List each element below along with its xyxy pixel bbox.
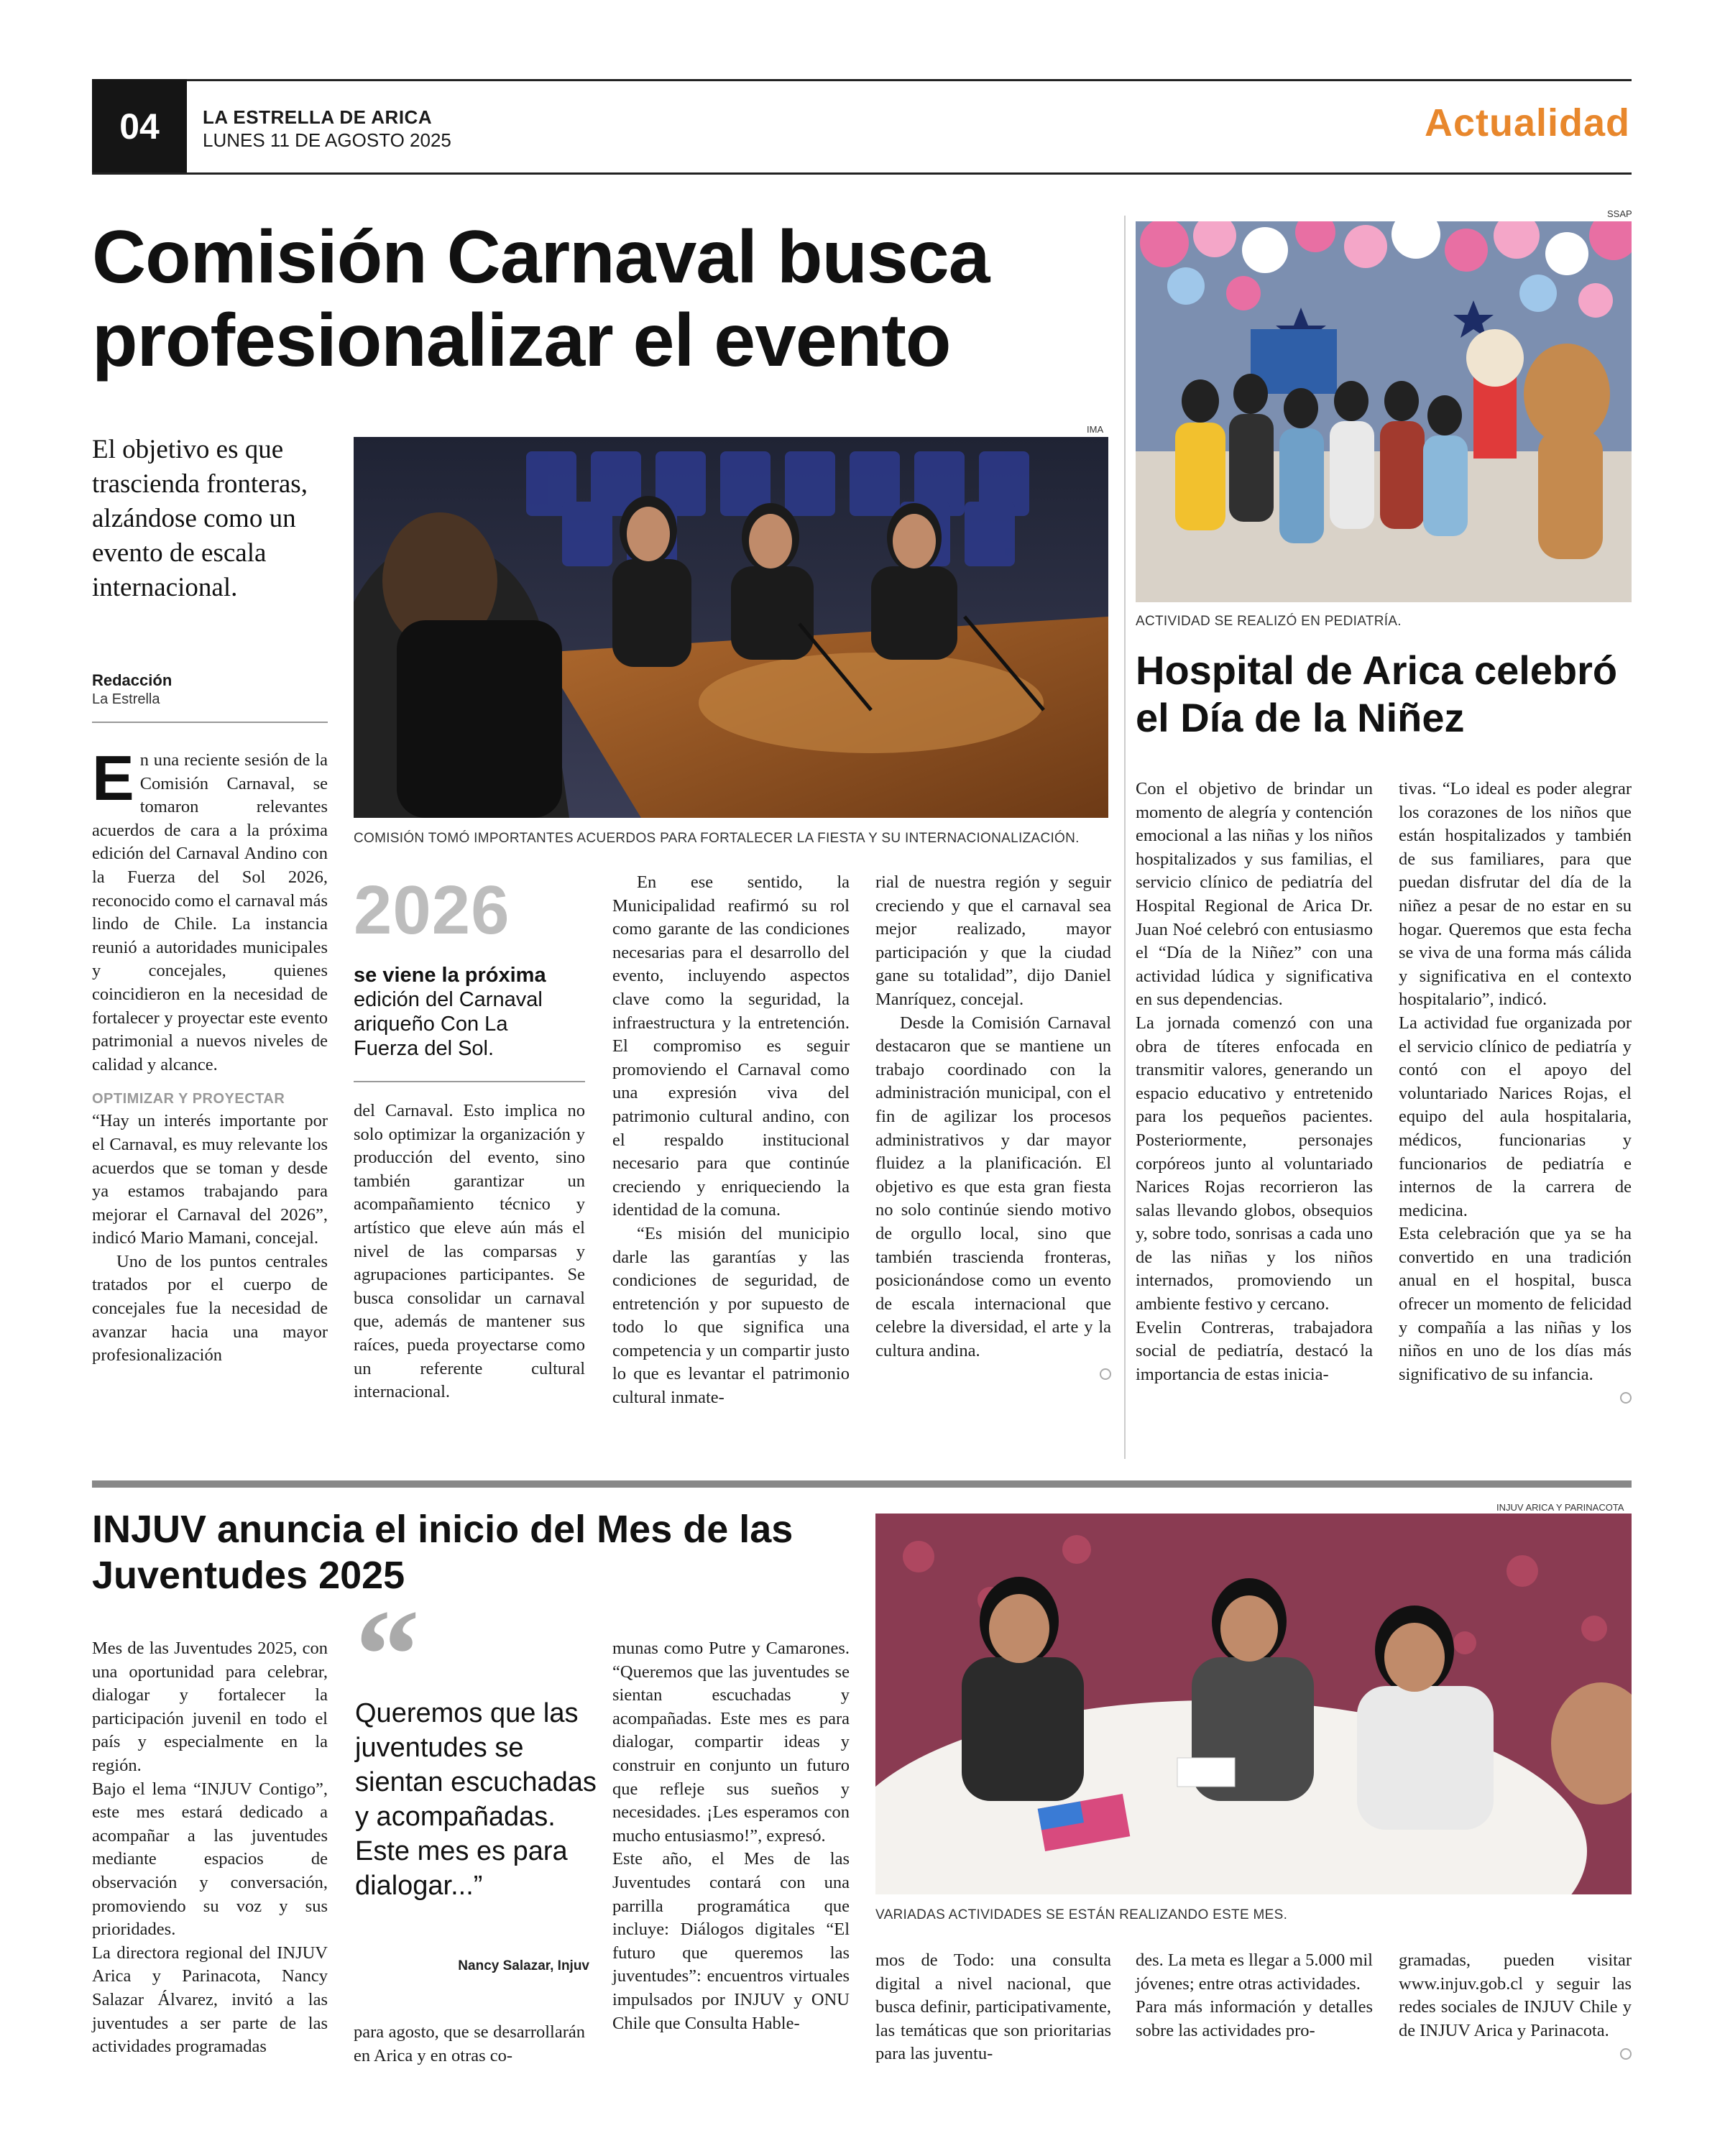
main-paragraph-6: “Es misión del municipio darle las garantías y las condiciones de seguridad, de entretención y por supuesto de todo lo que significa una competencia y un compartir justo lo que es levantar el patrimonio cultural inmate- xyxy=(612,1223,850,1408)
issue-date: LUNES 11 DE AGOSTO 2025 xyxy=(203,129,451,151)
byline-source: La Estrella xyxy=(92,691,160,707)
injuv-paragraph-2: Bajo el lema “INJUV Contigo”, este mes estará dedicado a acompañar a las juventudes mediante espacios de observación y conversación, promoviendo su voz y sus prioridades. xyxy=(92,1779,328,1940)
hospital-photo-credit: SSAP xyxy=(1607,208,1632,219)
main-column-2 xyxy=(354,1100,585,1404)
article-end-icon xyxy=(1100,1368,1111,1380)
injuv-paragraph-5: munas como Putre y Camarones. “Queremos que las juventudes se sientan escuchadas y acompañadas. Este mes es para dialogar, compartir ideas y construir en conjunto un futuro que refleje sus sueños y necesidades. ¡Les esperamos con mucho entusiasmo!”, expresó. xyxy=(612,1639,850,1846)
hospital-paragraph-6: Esta celebración que ya se ha convertido en una tradición anual en el hospital, busca ofrecer un momento de felicidad y compañía a las niñas y los niños en uno de los días más significativo de su infancia. xyxy=(1399,1224,1632,1384)
injuv-photo-credit: INJUV ARICA Y PARINACOTA xyxy=(1496,1502,1624,1513)
callout-text xyxy=(354,963,569,1061)
injuv-column-1 xyxy=(92,1637,328,2059)
main-deck: El objetivo es que trascienda fronteras, alzándose como un evento de escala internacional. xyxy=(92,435,308,602)
hospital-paragraph-5: La actividad fue organizada por el servicio clínico de pediatría y contó con el apoyo del voluntariado Narices Rojas, el equipo del aula hospitalaria, médicos, funcionarias y funcionarios de pediatría e internos de la carrera de medicina. xyxy=(1399,1013,1632,1220)
injuv-end-icon xyxy=(1620,2048,1632,2060)
injuv-column-6 xyxy=(1399,1949,1632,2060)
main-paragraph-3: Uno de los puntos centrales tratados por el cuerpo de concejales fue la necesidad de avanzar hacia una mayor profesionalización xyxy=(92,1251,328,1365)
hospital-paragraph-4: tivas. “Lo ideal es poder alegrar los corazones de los niños que están hospitalizados y también de sus familiares, para que puedan disfrutar del día de la niñez a pesar de no estar en su hogar. Queremos que esta fecha se viva de una forma más cálida y significativa en el contexto hospitalario”, indicó. xyxy=(1399,779,1632,1010)
injuv-column-3 xyxy=(612,1637,850,2035)
column-divider xyxy=(1124,216,1126,1459)
main-paragraph-4: del Carnaval. Esto implica no solo optimizar la organización y producción del evento, sino también garantizar un acompañamiento técnico y artístico que eleve aún más el nivel de las comparsas y agrupaciones participantes. Se busca consolidar un carnaval que, además de mantener sus raíces, pueda proyectarse como un referente cultural internacional. xyxy=(354,1101,585,1402)
callout-rule xyxy=(354,1081,585,1082)
youth-activity-photo xyxy=(875,1514,1632,1894)
injuv-paragraph-9: Para más información y detalles sobre las actividades pro- xyxy=(1136,1997,1373,2040)
header-rule-bottom xyxy=(92,172,1632,175)
subhead-optimizar: OPTIMIZAR Y PROYECTAR xyxy=(92,1091,285,1107)
youth-photo-illustration xyxy=(875,1514,1632,1894)
main-paragraph-2: “Hay un interés importante por el Carnaval, es muy relevante los acuerdos que se toman y desde ya estamos trabajando para mejorar el Carnaval del 2026”, indicó Mario Mamani, concejal. xyxy=(92,1111,328,1248)
injuv-column-2 xyxy=(354,2021,585,2068)
quote-attribution: Nancy Salazar, Injuv xyxy=(458,1958,589,1973)
dropcap: E xyxy=(92,742,134,814)
injuv-photo-caption: VARIADAS ACTIVIDADES SE ESTÁN REALIZANDO ESTE MES. xyxy=(875,1907,1288,1922)
injuv-paragraph-6: Este año, el Mes de las Juventudes contará con una parrilla programática que incluye: Diálogos digitales “El futuro que queremos las juventudes”: encuentros virtuales impulsados por INJUV y ONU Chile que Consulta Hable- xyxy=(612,1849,850,2033)
hospital-column-1 xyxy=(1136,778,1373,1386)
hospital-end-icon xyxy=(1620,1392,1632,1404)
main-column-3 xyxy=(612,871,850,1410)
injuv-paragraph-3: La directora regional del INJUV Arica y Parinacota, Nancy Salazar Álvarez, invitó a las juventudes a ser parte de las actividades programadas xyxy=(92,1943,328,2057)
section-label: Actualidad xyxy=(1424,101,1630,144)
hospital-photo-caption: ACTIVIDAD SE REALIZÓ EN PEDIATRÍA. xyxy=(1136,614,1402,629)
newspaper-name: LA ESTRELLA DE ARICA xyxy=(203,106,433,128)
injuv-headline: INJUV anuncia el inicio del Mes de las Juventudes 2025 xyxy=(92,1508,794,1597)
header-rule-top xyxy=(92,79,1632,81)
meeting-photo-illustration xyxy=(354,437,1108,818)
callout-year: 2026 xyxy=(354,872,510,949)
callout-rest: edición del Carnaval ariqueño Con La Fuerza del Sol. xyxy=(354,988,543,1060)
hospital-paragraph-2: La jornada comenzó con una obra de títeres enfocada en transmitir valores, generando un espacio educativo y entretenido para los pequeños pacientes. Posteriormente, personajes corpóreos junto al voluntariado Narices Rojas recorrieron las salas llevando globos, obsequios y, sobre todo, sonrisas a cada uno de las niñas y los niños internados, promoviendo un ambiente festivo y cercano. xyxy=(1136,1013,1373,1314)
injuv-paragraph-7: mos de Todo: una consulta digital a nivel nacional, que busca definir, participativamente, las temáticas que son prioritarias para las juventu- xyxy=(875,1950,1111,2064)
byline-name: Redacción xyxy=(92,671,172,689)
hospital-column-2 xyxy=(1399,778,1632,1404)
injuv-paragraph-8: des. La meta es llegar a 5.000 mil jóvenes; entre otras actividades. xyxy=(1136,1950,1373,1994)
main-paragraph-1: n una reciente sesión de la Comisión Carnaval, se tomaron relevantes acuerdos de cara a la próxima edición del Carnaval Andino con la Fuerza del Sol 2026, reconocido como el carnaval más lindo de Chile. La instancia reunió a autoridades municipales y concejales, quienes coincidieron en la necesidad de fortalecer y proyectar este evento patrimonial a nuevos niveles de calidad y alcance. xyxy=(92,750,328,1074)
quote-mark: “ xyxy=(355,1583,420,1726)
hospital-paragraph-1: Con el objetivo de brindar un momento de alegría y contención emocional a las niñas y los niños hospitalizados y sus familias, el servicio clínico de pediatría del Hospital Regional de Arica Dr. Juan Noé celebró con entusiasmo el “Día de la Niñez” con una actividad lúdica y significativa en sus dependencias. xyxy=(1136,779,1373,1010)
main-column-4 xyxy=(875,871,1111,1380)
main-column-1 xyxy=(92,742,328,1368)
byline-rule xyxy=(92,722,328,723)
main-paragraph-7: rial de nuestra región y seguir creciendo y que el carnaval sea mejor realizado, mayor participación y que la ciudad gane su totalidad”, dijo Daniel Manríquez, concejal. xyxy=(875,872,1111,1009)
pull-quote: Queremos que las juventudes se sientan escuchadas y acompañadas. Este mes es para dialogar...” xyxy=(355,1698,597,1901)
main-paragraph-8: Desde la Comisión Carnaval destacaron que se mantiene un trabajo coordinado con la administración municipal, con el fin de agilizar los procesos administrativos y dar mayor fluidez a la planificación. El objetivo es que esta gran fiesta no solo continúe siendo motivo de orgullo local, sino que también trascienda fronteras, posicionándose como un evento de escala internacional que celebre la diversidad, el arte y la cultura andina. xyxy=(875,1013,1111,1360)
pediatrics-photo-illustration xyxy=(1136,221,1632,602)
hospital-headline: Hospital de Arica celebró el Día de la Niñez xyxy=(1136,648,1618,740)
main-headline: Comisión Carnaval busca profesionalizar el evento xyxy=(92,216,990,382)
callout-bold: se viene la próxima xyxy=(354,964,546,987)
main-photo-credit: IMA xyxy=(1087,424,1104,435)
injuv-paragraph-10: gramadas, pueden visitar www.injuv.gob.cl y seguir las redes sociales de INJUV Chile y de INJUV Arica y Parinacota. xyxy=(1399,1950,1632,2040)
section-divider xyxy=(92,1480,1632,1488)
main-photo-caption: COMISIÓN TOMÓ IMPORTANTES ACUERDOS PARA FORTALECER LA FIESTA Y SU INTERNACIONALIZACIÓN. xyxy=(354,831,1080,846)
injuv-paragraph-1: Mes de las Juventudes 2025, con una oportunidad para celebrar, dialogar y fortalecer la participación juvenil en todo el país y especialmente en la región. xyxy=(92,1639,328,1775)
pediatrics-photo xyxy=(1136,221,1632,602)
main-paragraph-5: En ese sentido, la Municipalidad reafirmó su rol como garante de las condiciones necesarias para el desarrollo del evento, incluyendo aspectos clave como la seguridad, la infraestructura y la entretención. El compromiso es seguir promoviendo el Carnaval como una expresión viva del patrimonio cultural andino, con el respaldo institucional necesario para que continúe creciendo y enriqueciendo la identidad de la comuna. xyxy=(612,872,850,1220)
meeting-photo xyxy=(354,437,1108,818)
injuv-column-5 xyxy=(1136,1949,1373,2042)
injuv-paragraph-4: para agosto, que se desarrollarán en Arica y en otras co- xyxy=(354,2022,585,2065)
injuv-column-4 xyxy=(875,1949,1111,2066)
hospital-paragraph-3: Evelin Contreras, trabajadora social de pediatría, destacó la importancia de estas inicia- xyxy=(1136,1317,1373,1384)
page-number: 04 xyxy=(92,79,187,174)
